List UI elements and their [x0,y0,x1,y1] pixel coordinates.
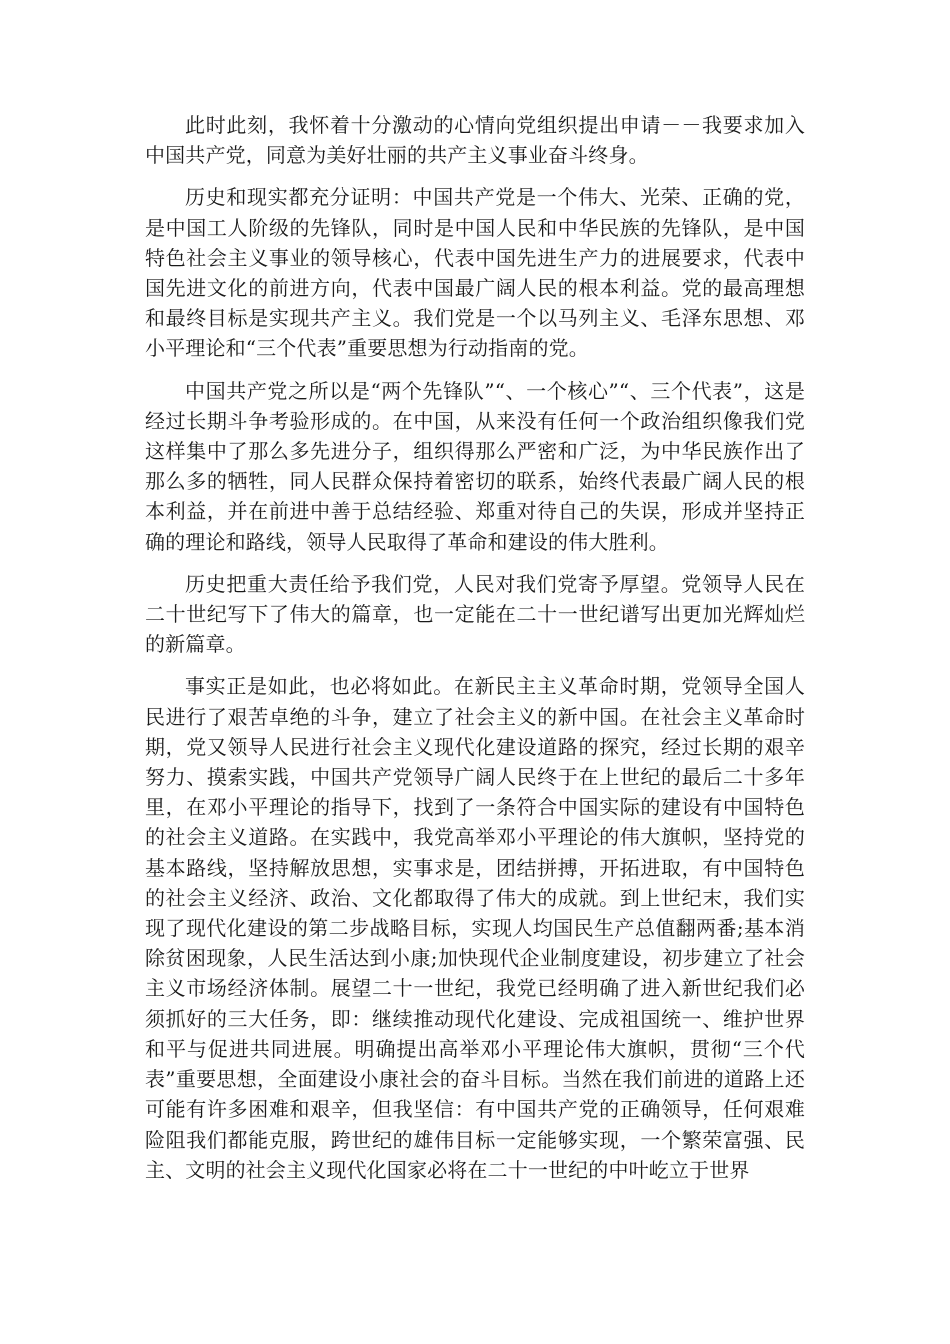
paragraph-4: 历史把重大责任给予我们党，人民对我们党寄予厚望。党领导人民在二十世纪写下了伟大的篇章，也一定能在二十一世纪谱写出更加光辉灿烂的新篇章。 [145,571,805,657]
paragraph-3: 中国共产党之所以是“两个先锋队”“、一个核心”“、三个代表”，这是经过长期斗争考验形成的。在中国，从来没有任何一个政治组织像我们党这样集中了那么多先进分子，组织得那么严密和广泛，为中华民族作出了那么多的牺牲，同人民群众保持着密切的联系，始终代表最广阔人民的根本利益，并在前进中善于总结经验、郑重对待自己的失误，形成并坚持正确的理论和路线，领导人民取得了革命和建设的伟大胜利。 [145,378,805,554]
document-body [145,110,805,1197]
paragraph-2: 历史和现实都充分证明：中国共产党是一个伟大、光荣、正确的党，是中国工人阶级的先锋队，同时是中国人民和中华民族的先锋队，是中国特色社会主义事业的领导核心，代表中国先进生产力的进展要求，代表中国先进文化的前进方向，代表中国最广阔人民的根本利益。党的最高理想和最终目标是实现共产主义。我们党是一个以马列主义、毛泽东思想、邓小平理论和“三个代表”重要思想为行动指南的党。 [145,185,805,361]
paragraph-5: 事实正是如此，也必将如此。在新民主主义革命时期，党领导全国人民进行了艰苦卓绝的斗争，建立了社会主义的新中国。在社会主义革命时期，党又领导人民进行社会主义现代化建设道路的探究，经过长期的艰辛努力、摸索实践，中国共产党领导广阔人民终于在上世纪的最后二十多年里，在邓小平理论的指导下，找到了一条符合中国实际的建设有中国特色的社会主义道路。在实践中，我党高举邓小平理论的伟大旗帜，坚持党的基本路线，坚持解放思想，实事求是，团结拼搏，开拓进取，有中国特色的社会主义经济、政治、文化都取得了伟大的成就。到上世纪末，我们实现了现代化建设的第二步战略目标，实现人均国民生产总值翻两番;基本消除贫困现象，人民生活达到小康;加快现代企业制度建设，初步建立了社会主义市场经济体制。展望二十一世纪，我党已经明确了进入新世纪我们必须抓好的三大任务，即：继续推动现代化建设、完成祖国统一、维护世界和平与促进共同进展。明确提出高举邓小平理论伟大旗帜，贯彻“三个代表”重要思想，全面建设小康社会的奋斗目标。当然在我们前进的道路上还可能有许多困难和艰辛，但我坚信：有中国共产党的正确领导，任何艰难险阻我们都能克服，跨世纪的雄伟目标一定能够实现，一个繁荣富强、民主、文明的社会主义现代化国家必将在二十一世纪的中叶屹立于世界 [145,674,805,1182]
paragraph-1: 此时此刻，我怀着十分激动的心情向党组织提出申请－－我要求加入中国共产党，同意为美好壮丽的共产主义事业奋斗终身。 [145,113,805,168]
